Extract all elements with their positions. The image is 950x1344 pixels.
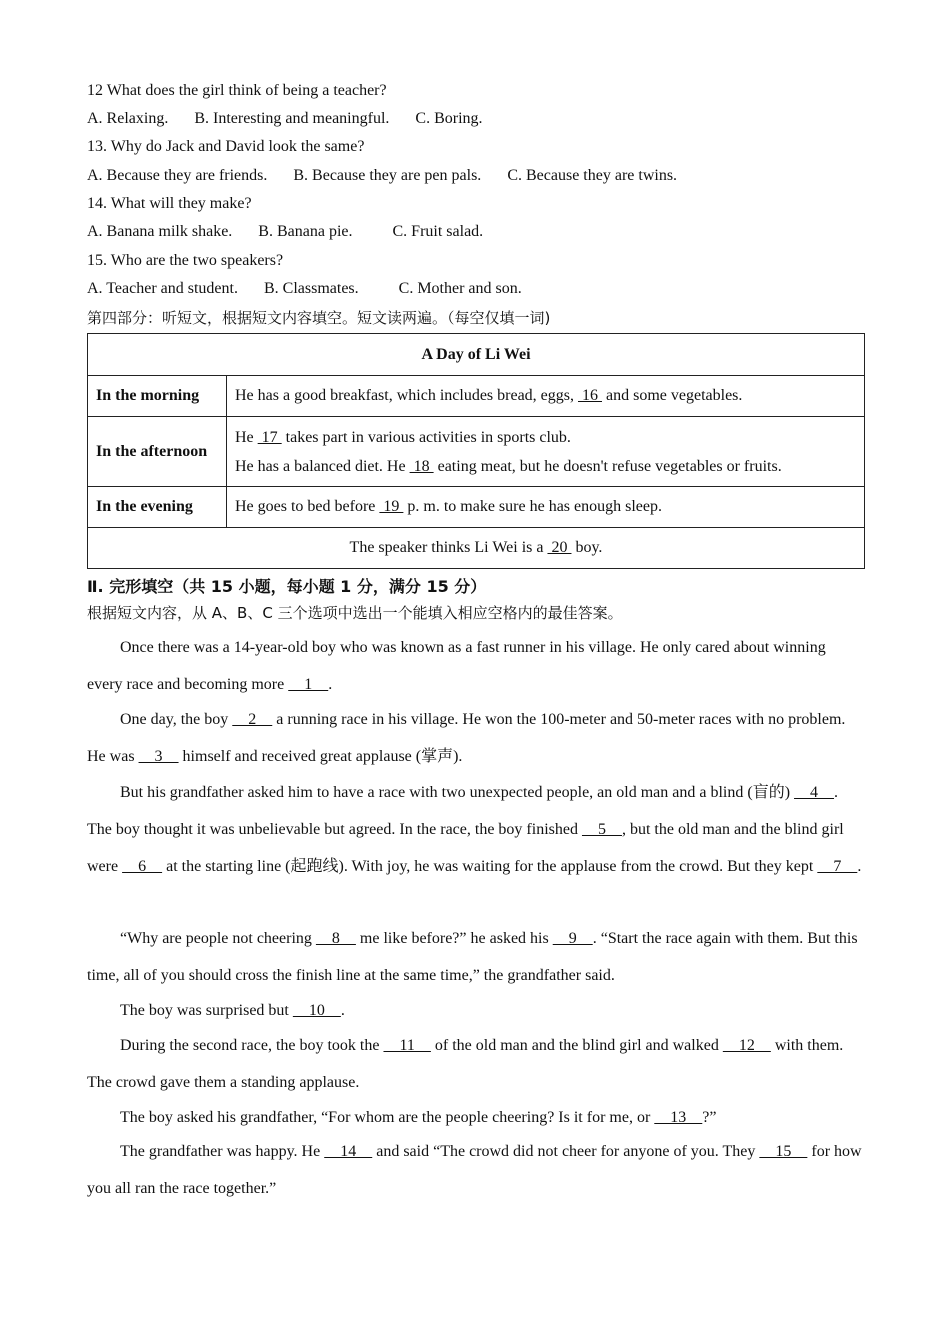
blank-17[interactable]: 17	[257, 428, 282, 446]
blank-20[interactable]: 20	[547, 539, 572, 556]
blank-10[interactable]: 10	[292, 1002, 341, 1019]
blank-19[interactable]: 19	[379, 498, 404, 515]
option[interactable]: B. Banana pie.	[258, 223, 353, 240]
passage-paragraph: One day, the boy 2 a running race in his village. He won the 100-meter and 50-meter races with no problem. He was 3 himself and received great applause (掌声).	[87, 711, 846, 765]
blank-9[interactable]: 9	[552, 930, 593, 947]
question-13-options	[87, 166, 699, 186]
question-14-options	[87, 222, 505, 242]
option[interactable]: C. Boring.	[415, 110, 483, 127]
option[interactable]: C. Mother and son.	[398, 280, 522, 297]
option[interactable]: C. Because they are twins.	[507, 167, 678, 184]
blank-2[interactable]: 2	[232, 711, 273, 728]
question-14-stem: 14. What will they make?	[87, 195, 252, 212]
option[interactable]: A. Because they are friends.	[87, 167, 268, 184]
blank-1[interactable]: 1	[288, 676, 329, 693]
row-afternoon: He 17 takes part in various activities in sports club. He has a balanced diet. He 18 eating meat, but he doesn't refuse vegetables or fruits.	[227, 417, 865, 487]
row-label-evening: In the evening	[88, 487, 227, 528]
question-13-stem: 13. Why do Jack and David look the same?	[87, 138, 365, 155]
section2-instruction: 根据短文内容，从 A、B、C 三个选项中选出一个能填入相应空格内的最佳答案。	[87, 604, 623, 622]
blank-18[interactable]: 18	[409, 457, 434, 475]
blank-8[interactable]: 8	[315, 930, 356, 947]
option[interactable]: B. Classmates.	[263, 280, 359, 297]
row-morning: He has a good breakfast, which includes bread, eggs, 16 and some vegetables.	[227, 376, 865, 417]
table-footer: The speaker thinks Li Wei is a 20 boy.	[88, 528, 865, 569]
blank-13[interactable]: 13	[654, 1109, 703, 1126]
option[interactable]: A. Banana milk shake.	[87, 223, 233, 240]
option[interactable]: C. Fruit salad.	[392, 223, 484, 240]
passage-paragraph: The boy asked his grandfather, “For whom are the people cheering? Is it for me, or 13 ?”	[120, 1109, 717, 1126]
passage-paragraph: But his grandfather asked him to have a race with two unexpected people, an old man and a blind (盲的) 4 . The boy thought it was unbelievable but agreed. In the race, the boy finished 5 , but the old man and the blind girl were 6 at the starting line (起跑线). With joy, he was waiting for the applause from the crowd. But they kept 7 .	[87, 784, 862, 875]
blank-3[interactable]: 3	[138, 748, 179, 765]
question-12-stem: 12 What does the girl think of being a teacher?	[87, 82, 387, 99]
passage-paragraph: The boy was surprised but 10 .	[120, 1002, 345, 1019]
option[interactable]: B. Interesting and meaningful.	[194, 110, 390, 127]
row-label-afternoon: In the afternoon	[88, 417, 227, 487]
blank-7[interactable]: 7	[817, 858, 858, 875]
section2-heading: Ⅱ. 完形填空（共 15 小题，每小题 1 分，满分 15 分）	[87, 577, 487, 596]
row-label-morning: In the morning	[88, 376, 227, 417]
passage-paragraph: During the second race, the boy took the 11 of the old man and the blind girl and walked 12 with them. The crowd gave them a standing applause.	[87, 1037, 844, 1091]
blank-14[interactable]: 14	[324, 1143, 373, 1160]
blank-4[interactable]: 4	[794, 784, 835, 801]
blank-5[interactable]: 5	[581, 821, 622, 838]
question-12-options	[87, 109, 505, 129]
option[interactable]: A. Teacher and student.	[87, 280, 238, 297]
blank-15[interactable]: 15	[759, 1143, 808, 1160]
blank-6[interactable]: 6	[122, 858, 163, 875]
blank-12[interactable]: 12	[722, 1037, 771, 1054]
part4-instruction: 第四部分：听短文，根据短文内容填空。短文读两遍。（每空仅填一词)	[87, 309, 551, 327]
passage-paragraph: The grandfather was happy. He 14 and said “The crowd did not cheer for anyone of you. They 15 for how you all ran the race together.”	[87, 1143, 862, 1197]
blank-11[interactable]: 11	[383, 1037, 431, 1054]
option[interactable]: B. Because they are pen pals.	[293, 167, 482, 184]
passage-paragraph: Once there was a 14-year-old boy who was known as a fast runner in his village. He only cared about winning every race and becoming more 1 .	[87, 639, 826, 693]
row-evening: He goes to bed before 19 p. m. to make sure he has enough sleep.	[227, 487, 865, 528]
question-15-stem: 15. Who are the two speakers?	[87, 252, 284, 269]
blank-16[interactable]: 16	[578, 387, 602, 404]
passage-paragraph: “Why are people not cheering 8 me like before?” he asked his 9 . “Start the race again with them. But this time, all of you should cross the finish line at the same time,” the grandfather said.	[87, 930, 858, 984]
li-wei-table	[87, 333, 865, 569]
table-title: A Day of Li Wei	[88, 334, 865, 376]
question-15-options	[87, 279, 544, 299]
option[interactable]: A. Relaxing.	[87, 110, 169, 127]
